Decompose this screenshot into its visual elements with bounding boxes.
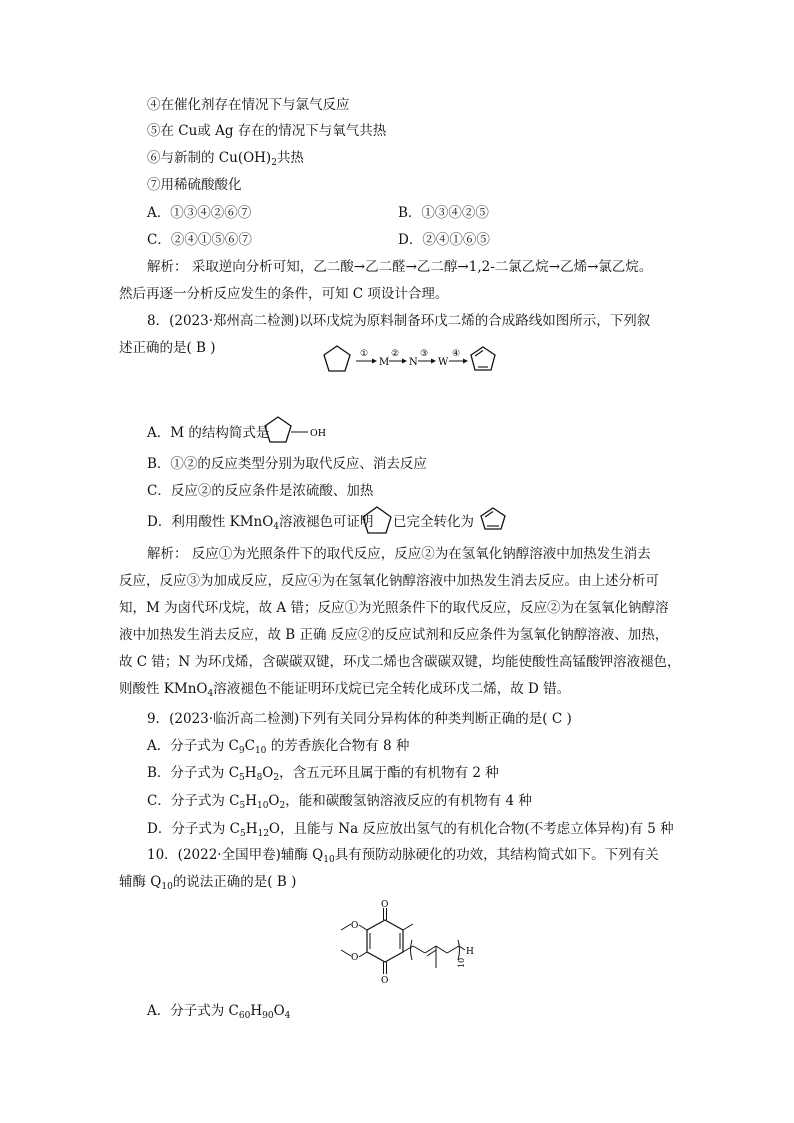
q10-stem-line-2: 辅酶 $Q_{10}$的说法正确的是( B ) (119, 874, 297, 892)
scheme-step-3: ③ (419, 349, 429, 359)
q10-stem-line-1: 10．(2022·全国甲卷)辅酶 $Q_{10}$具有预防动脉硬化的功效，其结构简式如下。下列有关 (147, 847, 659, 865)
cyclopentane-structure-inline (361, 505, 393, 535)
svg-text:O: O (381, 900, 389, 910)
repeat-count: 10 (457, 957, 466, 968)
q8-analysis-line-1: 解析： 反应①为光照条件下的取代反应，反应②为在氢氧化钠醇溶液中加热发生消去 (147, 546, 651, 562)
svg-text:O: O (351, 953, 359, 963)
q7-condition-4: ④在催化剂存在情况下与氯气反应 (147, 97, 350, 113)
q8-option-b: B．①②的反应类型分别为取代反应、消去反应 (147, 456, 427, 472)
hydroxyl-group-label: OH (310, 428, 327, 439)
q7-option-d: D．②④①⑥⑤ (398, 232, 490, 248)
q8-analysis-line-5: 故 C 错；N 为环戊烯，含碳碳双键，环戊二烯也含碳碳双键，均能使酸性高锰酸钾溶液褪色， (119, 654, 681, 670)
coenzyme-q10-structure (335, 898, 495, 993)
scheme-W: W (438, 357, 449, 368)
q8-analysis-line-4: 液中加热发生消去反应，故 B 正确 反应②的反应试剂和反应条件为氢氧化钠醇溶液、加热， (119, 627, 669, 643)
cyclopentadiene-structure-inline (479, 506, 507, 532)
q7-option-a: A．①③④②⑥⑦ (147, 205, 252, 221)
q8-stem-line-1: 8．(2023·郑州高二检测)以环戊烷为原料制备环戊二烯的合成路线如图所示，下列叙 (147, 313, 651, 329)
scheme-step-1: ① (359, 349, 369, 359)
q8-analysis-line-6: 则酸性 KMnO$_4$溶液褪色不能证明环戊烷已完全转化成环戊二烯，故 D 错。 (119, 681, 571, 699)
cyclopentane-structure (324, 346, 350, 371)
scheme-N: N (409, 357, 418, 368)
scheme-step-2: ② (390, 349, 400, 359)
scheme-M: M (379, 357, 390, 368)
q10-option-a: A．分子式为 $C_{60}H_{90}O_4$ (147, 1003, 291, 1021)
chain-end-H: H (466, 947, 474, 957)
q8-analysis-line-2: 反应，反应③为加成反应，反应④为在氢氧化钠醇溶液中加热发生消去反应。由上述分析可 (119, 573, 659, 589)
q7-condition-5: ⑤在 Cu或 Ag 存在的情况下与氧气共热 (147, 123, 387, 139)
q7-condition-6: ⑥与新制的 $Cu(OH)_2$共热 (147, 150, 304, 168)
scheme-step-4: ④ (451, 349, 461, 359)
q8-option-c: C．反应②的反应条件是浓硫酸、加热 (147, 483, 374, 499)
q8-option-d-tail: 已完全转化为 (393, 514, 474, 530)
q9-option-a: A．分子式为 $C_9C_{10}$ 的芳香族化合物有 8 种 (147, 738, 410, 756)
q8-option-d: D．利用酸性 KMnO$_4$溶液褪色可证明 (147, 514, 374, 532)
cyclopentanol-structure (262, 415, 332, 445)
svg-text:O: O (351, 921, 359, 931)
q9-option-b: B．分子式为 $C_5H_8O_2$，含五元环且属于酯的有机物有 2 种 (147, 765, 499, 783)
q9-stem: 9．(2023·临沂高二检测)下列有关同分异构体的种类判断正确的是( C ) (147, 711, 572, 727)
q9-option-c: C．分子式为 $C_5H_{10}O_2$，能和碳酸氢钠溶液反应的有机物有 4 种 (147, 793, 532, 811)
q7-analysis-line-1: 解析： 采取逆向分析可知，乙二酸→乙二醛→乙二醇→1,2-二氯乙烷→乙烯→氯乙烷。 (147, 259, 653, 275)
q7-condition-7: ⑦用稀硫酸酸化 (147, 177, 242, 193)
q9-option-d: D．分子式为 $C_5H_{12}O$，且能与 Na 反应放出氢气的有机化合物(不考虑立体异构)有 5 种 (147, 821, 674, 839)
svg-text:O: O (381, 976, 389, 986)
q7-option-b: B．①③④②⑤ (398, 205, 489, 221)
q8-stem-line-2: 述正确的是( B ) (119, 340, 216, 356)
q7-option-c: C．②④①⑤⑥⑦ (147, 232, 252, 248)
cyclopentadiene-structure (471, 347, 495, 370)
q7-analysis-line-2: 然后再逐一分析反应发生的条件，可知 C 项设计合理。 (119, 286, 449, 302)
q8-synthesis-scheme (320, 343, 500, 377)
q8-option-a: A．M 的结构简式是 (147, 425, 270, 441)
q8-analysis-line-3: 知，M 为卤代环戊烷，故 A 错；反应①为光照条件下的取代反应，反应②为在氢氧化钠醇溶 (119, 600, 669, 616)
